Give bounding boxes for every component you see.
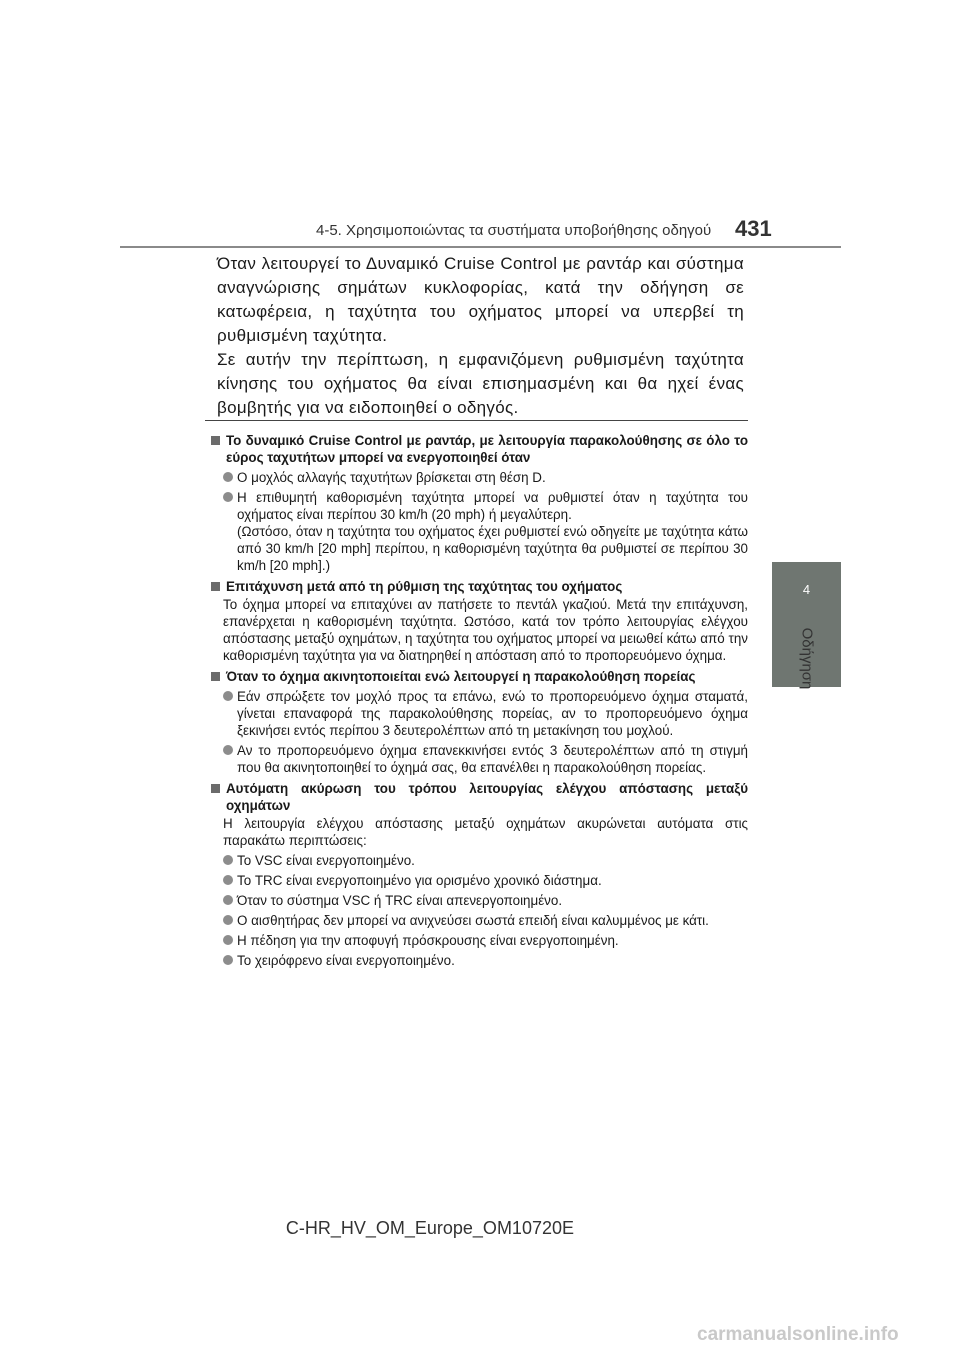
section-divider [205,420,748,421]
list-item: Το VSC είναι ενεργοποιημένο. [223,852,748,869]
list-item-text: Η επιθυμητή καθορισμένη ταχύτητα μπορεί να ρυθμιστεί όταν η ταχύτητα του οχήματος είναι περίπου 30 km/h (20 mph) ή μεγαλύτερη. [237,490,748,522]
intro-box [217,252,744,420]
circle-bullet-icon [223,745,233,755]
list-item: Όταν το σύστημα VSC ή TRC είναι απενεργοποιημένο. [223,892,748,909]
circle-bullet-icon [223,855,233,865]
square-bullet-icon [211,672,220,681]
list-item: Το TRC είναι ενεργοποιημένο για ορισμένο χρονικό διάστημα. [223,872,748,889]
page-number: 431 [735,216,772,241]
circle-bullet-icon [223,915,233,925]
section-heading: Επιτάχυνση μετά από τη ρύθμιση της ταχύτητας του οχήματος [210,578,748,595]
square-bullet-icon [211,582,220,591]
circle-bullet-icon [223,955,233,965]
section-paragraph: Το όχημα μπορεί να επιταχύνει αν πατήσετε το πεντάλ γκαζιού. Μετά την επιτάχυνση, επανέρχεται η καθορισμένη ταχύτητα. Ωστόσο, κατά τον τρόπο λειτουργίας ελέγχου απόστασης μεταξύ οχημάτων, η ταχύτητα του οχήματος μπορεί να μειωθεί κάτω από την καθορισμένη ταχύτητα για να διατηρηθεί η απόσταση από το προπορευόμενο όχημα. [223,597,748,663]
circle-bullet-icon [223,935,233,945]
circle-bullet-icon [223,492,233,502]
watermark: carmanualsonline.info [697,1324,899,1345]
chapter-number: 4 [802,582,811,597]
circle-bullet-icon [223,875,233,885]
list-item: Εάν σπρώξετε τον μοχλό προς τα επάνω, ενώ το προπορευόμενο όχημα σταματά, γίνεται επαναφορά της παρακολούθησης πορείας, αν το προπορευόμενο όχημα ξεκινήσει εντός περίπου 3 δευτερολέπτων από τη μετακίνηση του μοχλού. [223,688,748,739]
list-item: Η πέδηση για την αποφυγή πρόσκρουσης είναι ενεργοποιημένη. [223,932,748,949]
section-heading: Όταν το όχημα ακινητοποιείται ενώ λειτουργεί η παρακολούθηση πορείας [210,668,748,685]
section-paragraph: Η λειτουργία ελέγχου απόστασης μεταξύ οχημάτων ακυρώνεται αυτόματα στις παρακάτω περιπτώσεις: [223,816,748,848]
square-bullet-icon [211,436,220,445]
section-heading: Το δυναμικό Cruise Control με ραντάρ, με λειτουργία παρακολούθησης σε όλο το εύρος ταχυτήτων μπορεί να ενεργοποιηθεί όταν [210,432,748,466]
circle-bullet-icon [223,691,233,701]
section-heading: Αυτόματη ακύρωση του τρόπου λειτουργίας ελέγχου απόστασης μεταξύ οχημάτων [210,780,748,814]
square-bullet-icon [211,784,220,793]
list-item: Το χειρόφρενο είναι ενεργοποιημένο. [223,952,748,969]
list-item [223,489,748,574]
chapter-label [790,627,824,690]
document-code: C-HR_HV_OM_Europe_OM10720E [285,1218,574,1238]
list-item: Αν το προπορευόμενο όχημα επανεκκινήσει εντός 3 δευτερολέπτων από τη στιγμή που θα ακινητοποιηθεί το όχημά σας, θα επανέλθει η παρακολούθηση πορείας. [223,742,748,776]
header-divider [120,246,841,248]
list-item-note: (Ωστόσο, όταν η ταχύτητα του οχήματος έχει ρυθμιστεί ενώ οδηγείτε με ταχύτητα κάτω από 30 km/h [20 mph] περίπου, η καθορισμένη ταχύτητα θα ρυθμιστεί σε περίπου 30 km/h [20 mph].) [237,524,748,573]
running-header: 4-5. Χρησιμοποιώντας τα συστήματα υποβοήθησης οδηγού [316,222,712,239]
list-item: Ο μοχλός αλλαγής ταχυτήτων βρίσκεται στη θέση D. [223,469,748,486]
circle-bullet-icon [223,472,233,482]
chapter-label-text: Οδήγηση [798,627,816,690]
intro-paragraph-1: Όταν λειτουργεί το Δυναμικό Cruise Control με ραντάρ και σύστημα αναγνώρισης σημάτων κυκλοφορίας, κατά την οδήγηση σε κατωφέρεια, η ταχύτητα του οχήματος μπορεί να υπερβεί τη ρυθμισμένη ταχύτητα. [217,254,744,345]
list-item: Ο αισθητήρας δεν μπορεί να ανιχνεύσει σωστά επειδή είναι καλυμμένος με κάτι. [223,912,748,929]
main-content [210,428,748,969]
intro-paragraph-2: Σε αυτήν την περίπτωση, η εμφανιζόμενη ρυθμισμένη ταχύτητα κίνησης του οχήματος θα είναι επισημασμένη και θα ηχεί ένας βομβητής για να ειδοποιηθεί ο οδηγός. [217,350,744,417]
circle-bullet-icon [223,895,233,905]
